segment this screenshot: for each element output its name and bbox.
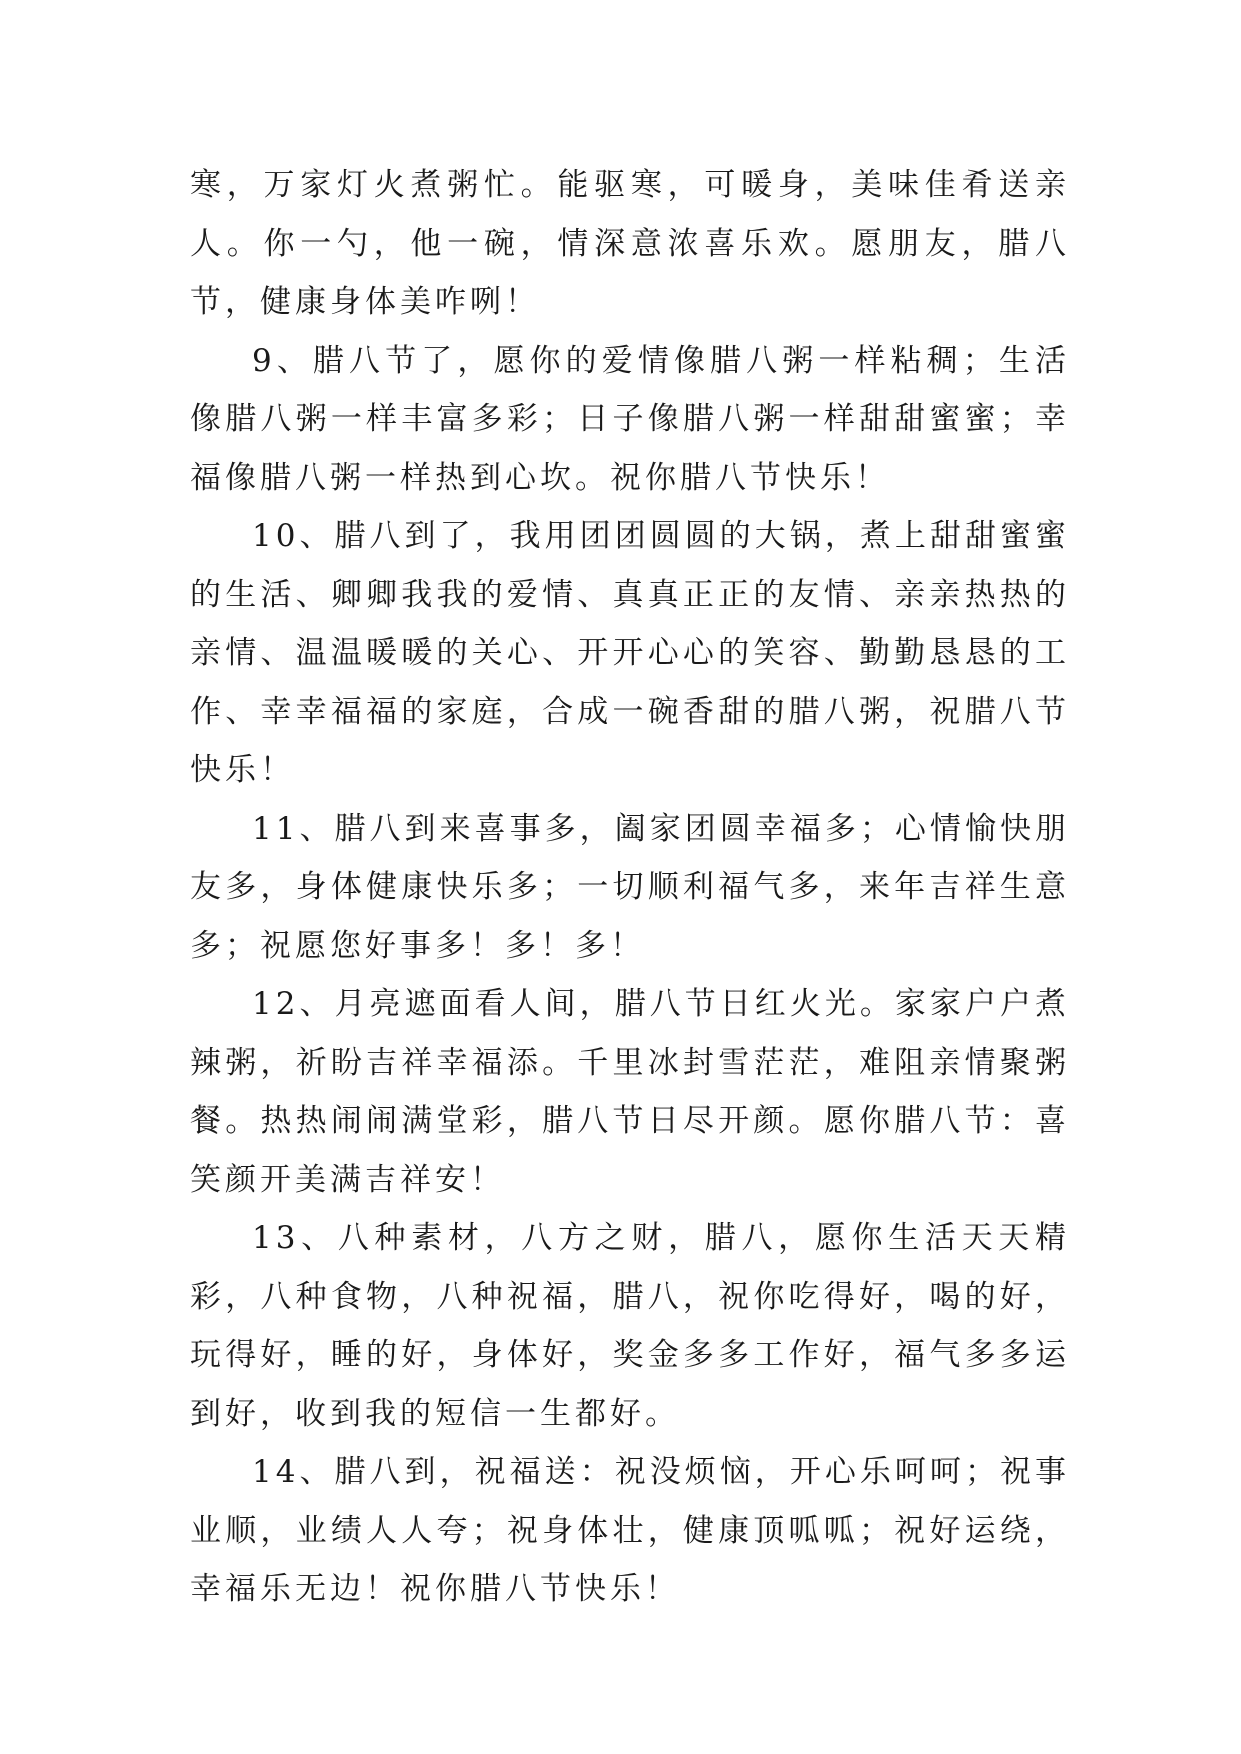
paragraph-14: 14、腊八到，祝福送：祝没烦恼，开心乐呵呵；祝事业顺，业绩人人夸；祝身体壮，健康顶呱呱；祝好运绕，幸福乐无边！祝你腊八节快乐！ xyxy=(190,1454,1070,1607)
paragraph-10: 10、腊八到了，我用团团圆圆的大锅，煮上甜甜蜜蜜的生活、卿卿我我的爱情、真真正正的友情、亲亲热热的亲情、温温暖暖的关心、开开心心的笑容、勤勤恳恳的工作、幸幸福福的家庭，合成一碗香甜的腊八粥，祝腊八节快乐！ xyxy=(190,518,1070,788)
paragraph-12: 12、月亮遮面看人间，腊八节日红火光。家家户户煮辣粥，祈盼吉祥幸福添。千里冰封雪茫茫，难阻亲情聚粥餐。热热闹闹满堂彩，腊八节日尽开颜。愿你腊八节：喜笑颜开美满吉祥安！ xyxy=(190,986,1070,1198)
paragraph-11: 11、腊八到来喜事多，阖家团圆幸福多；心情愉快朋友多，身体健康快乐多；一切顺利福气多，来年吉祥生意多；祝愿您好事多！多！多！ xyxy=(190,810,1070,964)
document-body xyxy=(190,156,1070,1619)
paragraph-13: 13、八种素材，八方之财，腊八，愿你生活天天精彩，八种食物，八种祝福，腊八，祝你吃得好，喝的好，玩得好，睡的好，身体好，奖金多多工作好，福气多多运到好，收到我的短信一生都好。 xyxy=(190,1220,1070,1432)
paragraph-9: 9、腊八节了，愿你的爱情像腊八粥一样粘稠；生活像腊八粥一样丰富多彩；日子像腊八粥一样甜甜蜜蜜；幸福像腊八粥一样热到心坎。祝你腊八节快乐！ xyxy=(190,342,1070,496)
paragraph-continued: 寒，万家灯火煮粥忙。能驱寒，可暖身，美味佳肴送亲人。你一勺，他一碗，情深意浓喜乐欢。愿朋友，腊八节，健康身体美咋咧！ xyxy=(190,167,1070,320)
